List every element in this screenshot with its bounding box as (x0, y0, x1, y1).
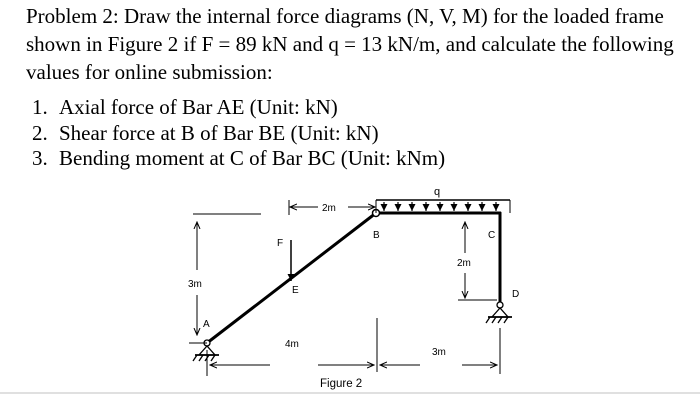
label-a: A (203, 319, 210, 330)
label-d: D (512, 289, 520, 300)
dim-bottom-right-label: 3m (432, 347, 446, 358)
label-b: B (373, 230, 380, 241)
frame-members (207, 213, 500, 343)
label-q: q (434, 186, 441, 198)
label-c: C (488, 230, 496, 241)
dim-bottom (207, 318, 500, 376)
question-number: 3. (32, 146, 48, 170)
dim-left-label: 3m (188, 279, 202, 290)
load-arrows (384, 202, 496, 211)
question-text: Bending moment at C of Bar BC (Unit: kNm) (59, 146, 446, 170)
pin-support-d (486, 302, 512, 323)
dim-bottom-left-label: 4m (285, 339, 299, 350)
distributed-load-q (376, 200, 510, 213)
figure-caption: Figure 2 (320, 378, 363, 390)
label-f: F (277, 238, 284, 249)
dim-right-label: 2m (457, 258, 471, 269)
question-number: 1. (32, 95, 48, 119)
label-e: E (292, 285, 299, 296)
question-text: Shear force at B of Bar BE (Unit: kN) (59, 120, 379, 145)
question-number: 2. (32, 120, 48, 145)
question-text: Axial force of Bar AE (Unit: kN) (59, 95, 338, 119)
problem-text: Problem 2: Draw the internal force diagrams (N, V, M) for the loaded frame shown in Figure 2 if F = 89 kN and q = 13 kN/m, and calculate the following values for online submission: (26, 4, 674, 84)
dim-top-label: 2m (322, 203, 336, 214)
